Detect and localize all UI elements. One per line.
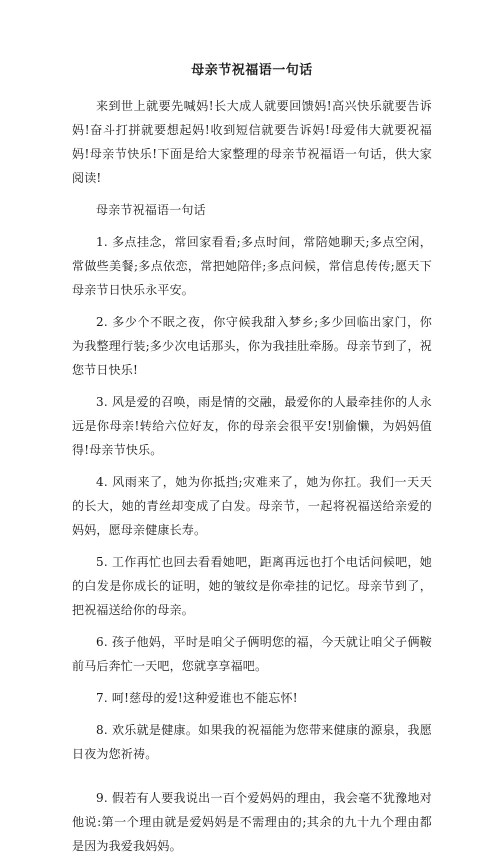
- blessing-item-5: 5. 工作再忙也回去看看她吧，距离再远也打个电话问候吧，她的白发是你成长的证明，她的皱纹是你牵挂的记忆。母亲节到了，把祝福送给你的母亲。: [72, 555, 432, 617]
- blessing-item-1: 1. 多点挂念，常回家看看;多点时间，常陪她聊天;多点空闲，常做些美餐;多点依恋，常把她陪伴;多点问候，常信息传传;愿天下母亲节日快乐永平安。: [72, 235, 432, 297]
- blessing-item-6: 6. 孩子他妈，平时是咱父子俩明您的福，今天就让咱父子俩鞍前马后奔忙一天吧，您就享享福吧。: [72, 635, 432, 673]
- blessing-item-2: 2. 多少个不眠之夜，你守候我甜入梦乡;多少回临出家门，你为我整理行装;多少次电话那头，你为我挂肚牵肠。母亲节到了，祝您节日快乐!: [72, 315, 432, 377]
- blessing-item-7: 7. 呵!慈母的爱!这种爱谁也不能忘怀!: [96, 691, 298, 705]
- intro-paragraph: 来到世上就要先喊妈!长大成人就要回馈妈!高兴快乐就要告诉妈!奋斗打拼就要想起妈!收到短信就要告诉妈!母爱伟大就要祝福妈!母亲节快乐!下面是给大家整理的母亲节祝福语一句话，供大家阅读!: [72, 99, 432, 185]
- blessing-item-4: 4. 风雨来了，她为你抵挡;灾难来了，她为你扛。我们一天天的长大，她的青丝却变成了白发。母亲节，一起将祝福送给亲爱的妈妈，愿母亲健康长寿。: [72, 475, 432, 537]
- document-body: [72, 62, 432, 866]
- document-title: 母亲节祝福语一句话: [191, 63, 313, 78]
- section-heading: 母亲节祝福语一句话: [96, 203, 206, 217]
- blessing-item-3: 3. 风是爱的召唤，雨是情的交融，最爱你的人最牵挂你的人永远是你母亲!转给六位好友，你的母亲会很平安!别偷懒，为妈妈值得!母亲节快乐。: [72, 395, 432, 457]
- blessing-item-9: 9. 假若有人要我说出一百个爱妈妈的理由，我会毫不犹豫地对他说:第一个理由就是爱妈妈是不需理由的;其余的九十九个理由都是因为我爱我妈妈。: [72, 791, 432, 853]
- blessing-item-8: 8. 欢乐就是健康。如果我的祝福能为您带来健康的源泉，我愿日夜为您祈祷。: [72, 723, 432, 761]
